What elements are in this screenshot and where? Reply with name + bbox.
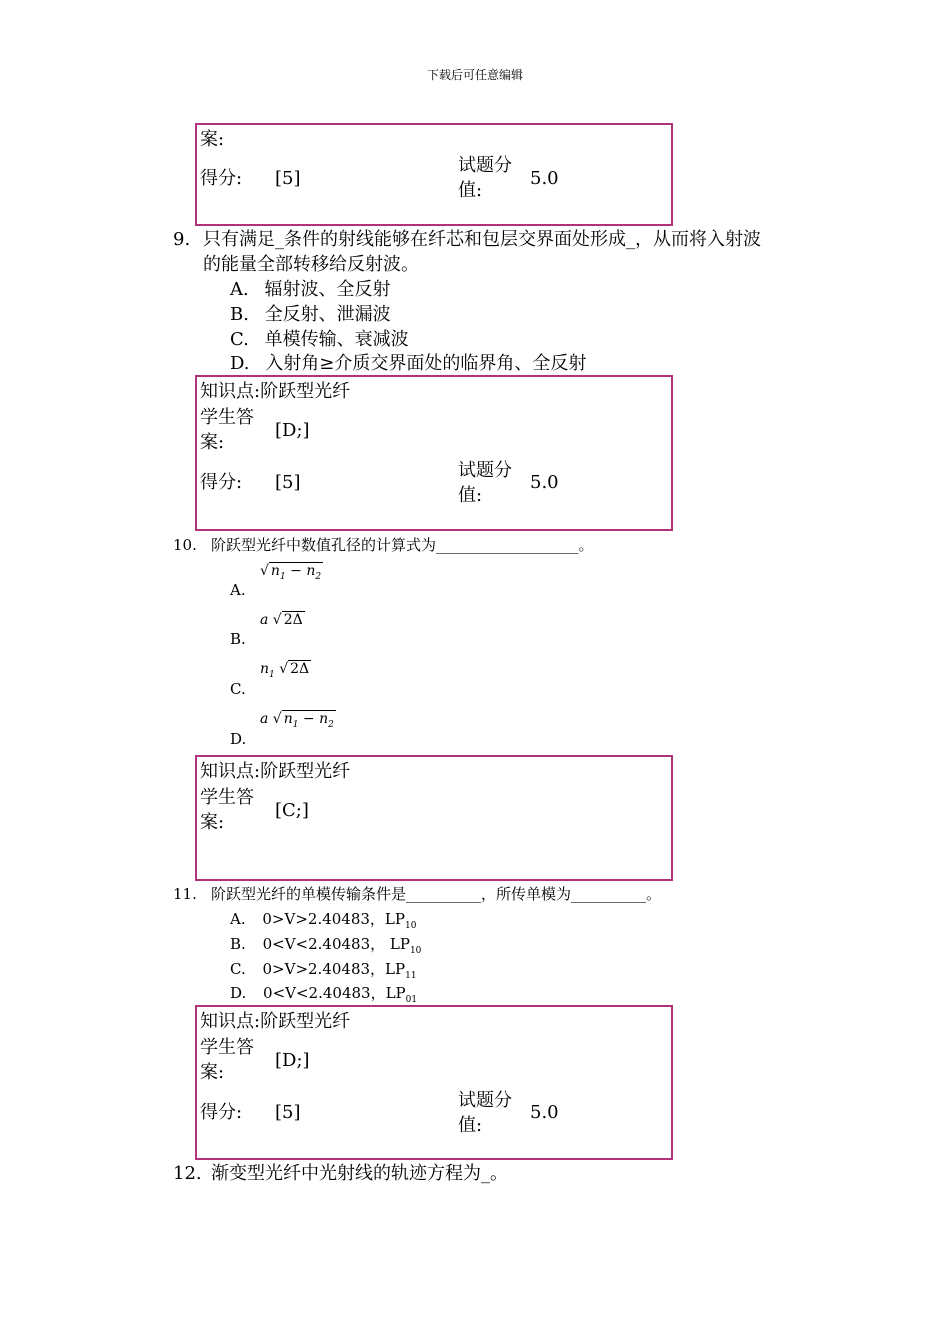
answer-box-q10 [195,755,673,881]
option-letter: A. [230,279,249,300]
answer-box-q11 [195,1005,673,1160]
option-letter: B. [230,935,246,953]
option-text: 单模传输、衰减波 [264,329,409,350]
page-header: 下载后可任意编辑 [426,68,523,82]
option-letter: C. [230,329,249,350]
value-label [458,153,512,203]
student-answer: [D;] [275,1050,310,1071]
option-text: 入射角≥介质交界面处的临界角、全反射 [265,353,587,374]
student-answer-label [200,405,254,455]
option-letter: A. [230,910,246,928]
knowledge-point [200,760,350,784]
answer-box-q9 [195,375,673,531]
option-letter: B. [230,304,249,325]
option-subscript: 10 [405,921,417,931]
question-value: 5.0 [530,168,559,189]
q10-number: 10. [173,536,197,554]
option-text: 0>V>2.40483，LP [262,910,405,928]
score-label: 得分: [200,472,243,493]
student-answer: [C;] [275,800,309,821]
q10-option-a-letter: A. [230,581,246,599]
kp-label: 知识点: [200,381,261,402]
question-value: 5.0 [530,472,559,493]
score-value: [5] [275,168,301,189]
option-letter: D. [230,353,250,374]
option-letter: C. [230,960,246,978]
ans-label-line1: 学生答 [200,1037,254,1058]
kp-label: 知识点: [200,1011,261,1032]
kp-label: 知识点: [200,761,261,782]
kp-value: 阶跃型光纤 [260,381,351,402]
option-letter: D. [230,984,247,1002]
q9-option-c [230,328,409,352]
q9-number: 9. [173,229,191,250]
option-text: 0<V<2.40483， LP [262,935,410,953]
ans-label-line2: 案: [200,1062,225,1083]
option-text: 辐射波、全反射 [264,279,391,300]
ans-label-line1: 学生答 [200,407,254,428]
score-label: 得分: [200,1102,243,1123]
q10-option-c-letter: C. [230,680,246,698]
value-label-line2: 值: [458,485,483,506]
q12-number: 12. [173,1163,202,1184]
student-answer-label [200,785,254,835]
q9-text-line2: 的能量全部转移给反射波。 [203,254,419,275]
option-text: 全反射、泄漏波 [264,304,391,325]
value-label-line1: 试题分 [458,460,512,481]
q10-option-b-formula: a √ 2Δ [260,612,303,628]
score-value: [5] [275,1102,301,1123]
value-label-line1: 试题分 [458,155,512,176]
answer-label-tail: 案: [200,129,225,150]
q9-option-d [230,352,586,376]
value-label-line2: 值: [458,180,483,201]
option-subscript: 11 [405,971,417,981]
kp-value: 阶跃型光纤 [260,1011,351,1032]
option-subscript: 10 [409,946,422,956]
q12-text: 渐变型光纤中光射线的轨迹方程为_。 [211,1163,508,1184]
option-text: 0>V>2.40483，LP [262,960,406,978]
question-value: 5.0 [530,1102,559,1123]
ans-label-line2: 案: [200,812,225,833]
q11-option-b [230,934,421,961]
value-label-line1: 试题分 [458,1090,512,1111]
score-value: [5] [275,472,301,493]
ans-label-line1: 学生答 [200,787,254,808]
q10-option-b-letter: B. [230,630,246,648]
q9-option-b [230,303,391,327]
option-text: 0<V<2.40483，LP [263,984,406,1002]
value-label [458,458,512,508]
answer-box-q8 [195,123,673,226]
option-subscript: 01 [405,995,418,1005]
q11-number: 11. [173,885,197,903]
knowledge-point [200,380,350,404]
q11-option-a [230,909,416,936]
q11-option-c [230,959,417,986]
ans-label-line2: 案: [200,432,225,453]
q10-option-a-formula: √ $n_1 - n_2$ [260,563,322,582]
student-answer: [D;] [275,420,310,441]
score-label: 得分: [200,168,243,189]
q10-text: 阶跃型光纤中数值孔径的计算式为___________________。 [211,536,594,554]
kp-value: 阶跃型光纤 [260,761,351,782]
value-label [458,1088,512,1138]
knowledge-point [200,1010,350,1034]
q11-text: 阶跃型光纤的单模传输条件是__________，所传单模为__________。 [211,885,662,903]
q10-option-d-formula: a √ $n_1 - n_2$ [260,711,334,730]
q10-option-d-letter: D. [230,730,247,748]
q10-option-c-formula: $n_1$ √ 2Δ [260,661,310,680]
student-answer-label [200,1035,254,1085]
q9-text-line1: 只有满足_条件的射线能够在纤芯和包层交界面处形成_，从而将入射波 [203,229,761,250]
q9-option-a [230,278,390,302]
value-label-line2: 值: [458,1115,483,1136]
